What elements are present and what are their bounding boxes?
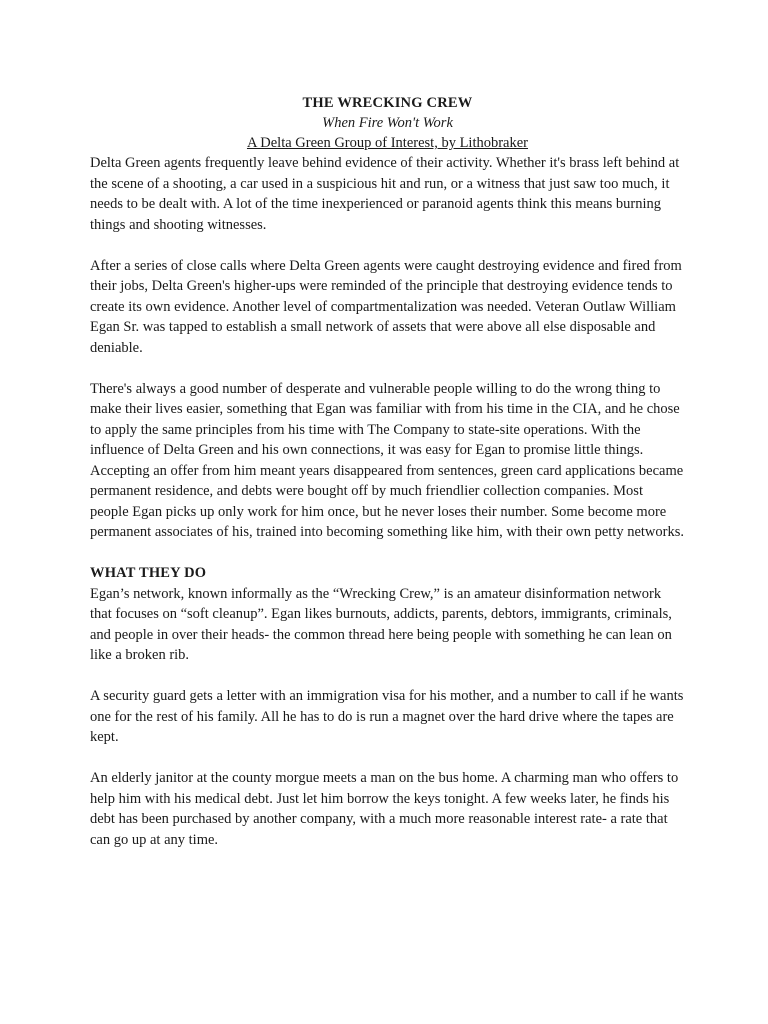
document-subtitle: When Fire Won't Work — [322, 115, 453, 131]
document-page — [90, 93, 685, 871]
section-paragraph: An elderly janitor at the county morgue meets a man on the bus home. A charming man who offers to help him with his medical debt. Just let him borrow the keys tonight. A few weeks later, he finds his debt has been purchased by another company, with a much more reasonable interest rate- a rate that can go up at any time. — [90, 770, 679, 848]
intro-paragraph: There's always a good number of desperate and vulnerable people willing to do the wrong thing to make their lives easier, something that Egan was familiar with from his time in the CIA, and he chose to apply the same principles from his time with The Company to state-site operations. With the influence of Delta Green and his own connections, it was easy for Egan to promise little things. Accepting an offer from him meant years disappeared from sentences, green card applications became permanent residence, and debts were bought off by much friendlier collection companies. Most people Egan picks up only work for him once, but he never loses their number. Some become more permanent associates of his, trained into becoming something like him, with their own petty networks. — [90, 380, 684, 540]
document-title: THE WRECKING CREW — [302, 95, 473, 111]
section-paragraph: Egan’s network, known informally as the “Wrecking Crew,” is an amateur disinformation network that focuses on “soft cleanup”. Egan likes burnouts, addicts, parents, debtors, immigrants, criminals, and people in over their heads- the common thread here being people with something he can lean on like a broken rib. — [90, 585, 672, 663]
section-heading: WHAT THEY DO — [90, 565, 207, 581]
intro-paragraph: After a series of close calls where Delta Green agents were caught destroying evidence and fired from their jobs, Delta Green's higher-ups were reminded of the principle that destroying evidence tends to create its own evidence. Another level of compartmentalization was needed. Veteran Outlaw William Egan Sr. was tapped to establish a small network of assets that were above all else disposable and deniable. — [90, 257, 682, 356]
section-paragraph: A security guard gets a letter with an immigration visa for his mother, and a number to call if he wants one for the rest of his family. All he has to do is run a magnet over the hard drive where the tapes are kept. — [90, 688, 684, 745]
document-byline: A Delta Green Group of Interest, by Lithobraker — [246, 135, 529, 151]
intro-paragraph: Delta Green agents frequently leave behind evidence of their activity. Whether it's brass left behind at the scene of a shooting, a car used in a suspicious hit and run, or a witness that just saw too much, it needs to be dealt with. A lot of the time inexperienced or paranoid agents think this means burning things and shooting witnesses. — [90, 155, 680, 233]
